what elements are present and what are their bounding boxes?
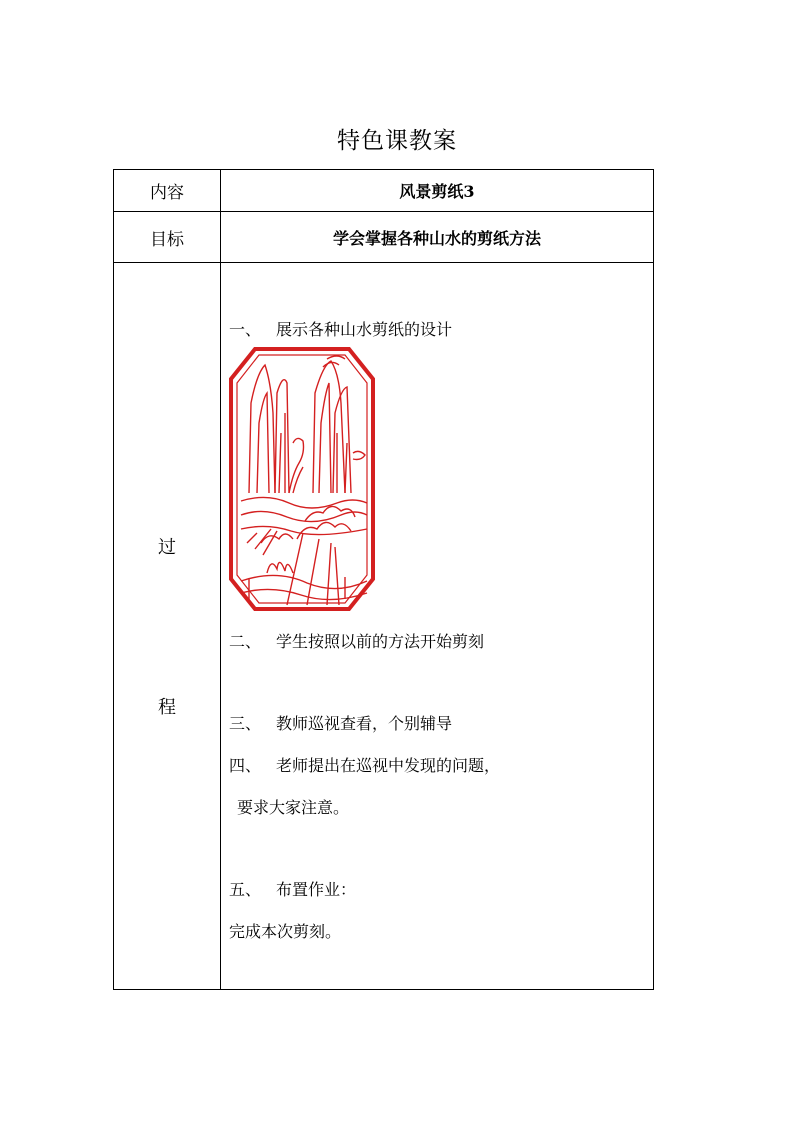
step-4-num: 四、 [229, 756, 262, 775]
step-5-text: 布置作业： [276, 880, 357, 899]
goal-label: 目标 [114, 212, 221, 263]
step-4-continued: 要求大家注意。 [237, 798, 350, 817]
page-title: 特色课教案 [337, 128, 457, 154]
homework-text: 完成本次剪刻。 [229, 922, 342, 941]
step-3-text: 教师巡视查看，个别辅导 [276, 714, 453, 733]
process-row [114, 263, 654, 990]
content-row [114, 170, 654, 212]
step-2-num: 二、 [229, 632, 262, 651]
content-value: 风景剪纸3 [221, 170, 654, 212]
process-content [221, 263, 654, 990]
step-5-num: 五、 [229, 880, 262, 899]
process-label-2: 程 [158, 697, 176, 718]
goal-row [114, 212, 654, 263]
goal-value: 学会掌握各种山水的剪纸方法 [221, 212, 654, 263]
step-3-num: 三、 [229, 714, 262, 733]
lesson-plan-table [113, 169, 654, 990]
step-1-num: 一、 [229, 320, 262, 339]
step-4-text: 老师提出在巡视中发现的问题， [276, 756, 501, 775]
step-1-text: 展示各种山水剪纸的设计 [276, 320, 453, 339]
landscape-papercut-image [227, 343, 377, 615]
process-label-1: 过 [158, 537, 176, 558]
step-3 [229, 711, 452, 734]
step-4 [229, 753, 500, 776]
process-label-cell [114, 263, 221, 990]
step-2 [229, 629, 484, 652]
content-label: 内容 [114, 170, 221, 212]
step-1 [229, 317, 452, 340]
step-5 [229, 877, 356, 900]
step-2-text: 学生按照以前的方法开始剪刻 [276, 632, 485, 651]
